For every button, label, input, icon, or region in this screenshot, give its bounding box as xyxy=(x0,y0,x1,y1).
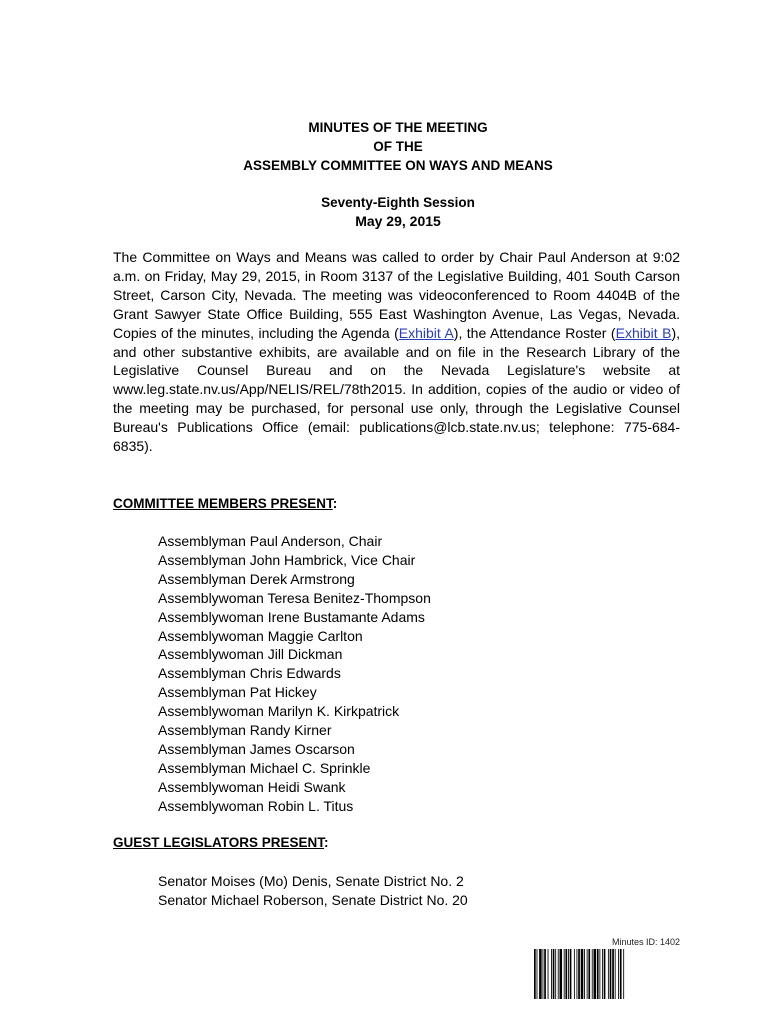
member-item: Assemblyman Randy Kirner xyxy=(158,722,332,739)
members-heading-colon: : xyxy=(332,496,338,511)
member-item: Assemblyman Paul Anderson, Chair xyxy=(158,533,383,549)
guests-heading-colon: : xyxy=(324,835,329,850)
minutes-id-block xyxy=(534,937,680,999)
member-item: Assemblywoman Heidi Swank xyxy=(158,778,346,795)
members-heading xyxy=(113,495,337,513)
document-title xyxy=(0,118,770,175)
members-heading-text: COMMITTEE MEMBERS PRESENT xyxy=(113,496,333,511)
title-line-3: ASSEMBLY COMMITTEE ON WAYS AND MEANS xyxy=(243,158,553,173)
exhibit-a-link[interactable]: Exhibit A xyxy=(398,324,454,341)
guests-heading xyxy=(113,834,329,852)
member-item: Assemblywoman Teresa Benitez-Thompson xyxy=(158,589,431,606)
session-date: May 29, 2015 xyxy=(355,213,441,229)
member-item: Assemblyman Derek Armstrong xyxy=(158,570,355,587)
minutes-id-label: Minutes ID: 1402 xyxy=(611,937,680,947)
intro-text-1: The Committee on Ways and Means was called to order by Chair Paul Anderson at 9:02 a.m. on Friday, May 29, 2015, in Room 3137 of the Legislative Building, 401 South Carson Street, Carson City, Nevada. The meeting was videoconferenced to Room 4404B of the Grant Sawyer State Office Building, 555 East Washington Avenue, Las Vegas, Nevada. Copies of the minutes, including the Agenda ( xyxy=(113,249,680,341)
member-item: Assemblyman Michael C. Sprinkle xyxy=(158,759,371,776)
member-item: Assemblywoman Marilyn K. Kirkpatrick xyxy=(158,703,400,720)
member-item: Assemblyman Pat Hickey xyxy=(158,684,317,701)
intro-text-2: ), the Attendance Roster ( xyxy=(453,324,616,341)
guests-heading-text: GUEST LEGISLATORS PRESENT xyxy=(113,835,325,850)
title-line-2: OF THE xyxy=(373,139,423,154)
title-line-1: MINUTES OF THE MEETING xyxy=(308,120,488,135)
member-item: Assemblywoman Irene Bustamante Adams xyxy=(158,608,425,625)
intro-text-3: ), and other substantive exhibits, are available and on file in the Research Library of the Legislative Counsel Bureau and on the Nevada Legislature's website at www.leg.state.nv.us/App/NELIS/REL/78th2015. In addition, copies of the audio or video of the meeting may be purchased, for personal use only, through the Legislative Counsel Bureau's Publications Office (email: publications@lcb.state.nv.us; telephone: 775-684-6835). xyxy=(113,324,680,455)
member-item: Assemblyman James Oscarson xyxy=(158,740,355,757)
exhibit-b-link[interactable]: Exhibit B xyxy=(615,324,672,341)
members-list xyxy=(158,532,431,816)
guest-item: Senator Moises (Mo) Denis, Senate District No. 2 xyxy=(158,873,464,889)
guest-item: Senator Michael Roberson, Senate District No. 20 xyxy=(158,891,468,908)
barcode-icon xyxy=(534,949,680,999)
session-info xyxy=(0,193,770,231)
member-item: Assemblywoman Jill Dickman xyxy=(158,646,343,663)
member-item: Assemblyman Chris Edwards xyxy=(158,665,341,682)
member-item: Assemblywoman Maggie Carlton xyxy=(158,627,363,644)
member-item: Assemblyman John Hambrick, Vice Chair xyxy=(158,551,416,568)
session-name: Seventy-Eighth Session xyxy=(321,195,475,210)
member-item: Assemblywoman Robin L. Titus xyxy=(158,797,354,814)
guests-list xyxy=(158,872,468,910)
intro-paragraph xyxy=(113,248,680,456)
